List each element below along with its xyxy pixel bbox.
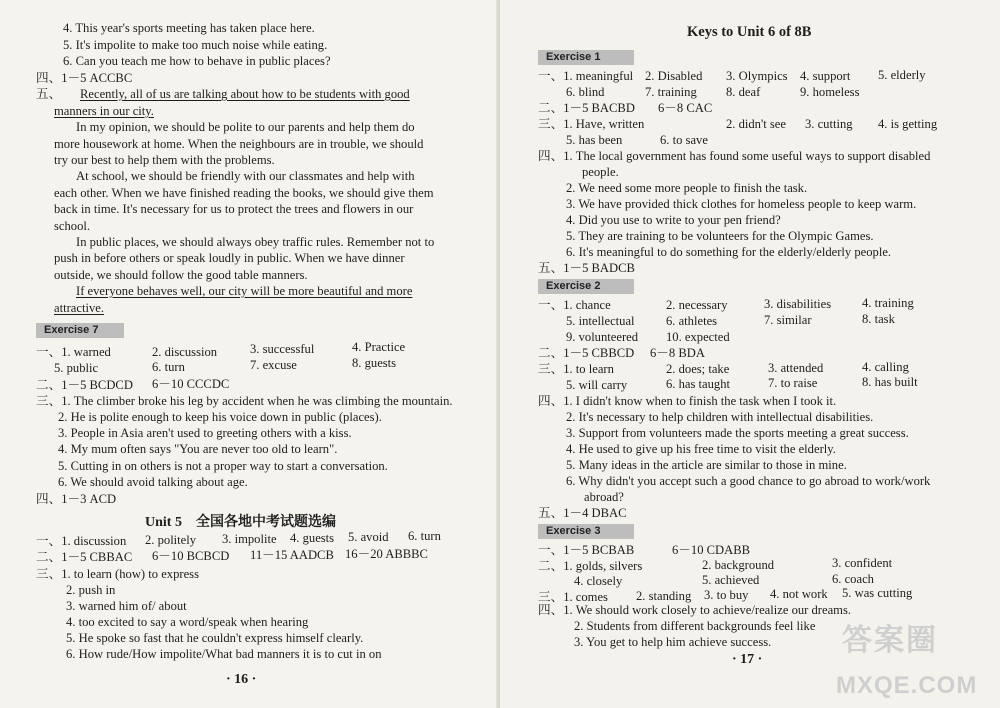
answer-cell: 三、1. comes: [538, 590, 608, 604]
answer-line: 4. Did you use to write to your pen friend?: [566, 213, 781, 227]
answer-cell: 6. turn: [152, 360, 185, 374]
keys-title: Keys to Unit 6 of 8B: [687, 24, 812, 40]
answer-cell: 5. public: [54, 361, 99, 375]
answer-line: 3. People in Asia aren't used to greeting others with a kiss.: [58, 426, 352, 440]
answer-line: 5. It's impolite to make too much noise while eating.: [63, 38, 328, 52]
answer-cell: 9. volunteered: [566, 330, 639, 344]
answer-cell: 2. politely: [145, 533, 197, 547]
answer-cell: 二、1－5 CBBCD: [538, 346, 635, 360]
unit-5-title: Unit 5 全国各地中考试题选编: [145, 515, 336, 530]
answer-cell: 9. homeless: [800, 85, 860, 99]
exercise-1-header: Exercise 1: [538, 50, 634, 65]
essay-line: If everyone behaves well, our city will be more beautiful and more: [76, 284, 413, 298]
answer-cell: 8. guests: [352, 356, 397, 370]
exercise-2-header: Exercise 2: [538, 279, 634, 294]
watermark-url: MXQE.COM: [836, 672, 978, 699]
answer-cell: 3. cutting: [805, 117, 853, 131]
exercise-3-header: Exercise 3: [538, 524, 634, 539]
answer-cell: 6－8 BDA: [650, 346, 705, 360]
answer-cell: 3. attended: [768, 361, 824, 375]
answer-line: 5. They are training to be volunteers for the Olympic Games.: [566, 229, 874, 243]
right-page: [500, 0, 1000, 708]
essay-line: try our best to help them with the problems.: [54, 153, 275, 167]
answer-cell: 4. Practice: [352, 340, 406, 354]
answer-line: 2. Students from different backgrounds feel like: [574, 619, 816, 633]
answer-line: 五、1－5 BADCB: [538, 261, 635, 275]
answer-cell: 6－10 CCCDC: [152, 377, 230, 391]
answer-cell: 4. training: [862, 296, 914, 310]
answer-cell: 一、1－5 BCBAB: [538, 543, 635, 557]
answer-cell: 2. does; take: [666, 362, 730, 376]
answer-cell: 三、1. Have, written: [538, 117, 645, 131]
answer-line: 4. My mum often says "You are never too old to learn".: [58, 442, 338, 456]
answer-line: 5. He spoke so fast that he couldn't express himself clearly.: [66, 631, 364, 645]
answer-cell: 6. athletes: [666, 314, 718, 328]
answer-line: 四、1. I didn't know when to finish the task when I took it.: [538, 394, 837, 408]
page-number: · 16 ·: [226, 672, 257, 687]
answer-line: 3. Support from volunteers made the sports meeting a great success.: [566, 426, 909, 440]
answer-cell: 6. to save: [660, 133, 708, 147]
answer-cell: 2. Disabled: [645, 69, 703, 83]
answer-cell: 二、1－5 BCDCD: [36, 378, 133, 392]
answer-line: 2. He is polite enough to keep his voice down in public (places).: [58, 410, 382, 424]
answer-line: 2. We need some more people to finish the task.: [566, 181, 808, 195]
answer-cell: 11－15 AADCB: [250, 548, 334, 562]
answer-cell: 一、1. chance: [538, 298, 611, 312]
essay-line: push in before others or speak loudly in public. When we have dinner: [54, 251, 405, 265]
answer-line: 6. Can you teach me how to behave in public places?: [63, 54, 331, 68]
watermark-logo: [830, 615, 980, 700]
essay-line: outside, we should follow the good table manners.: [54, 268, 308, 282]
answer-line: 3. We have provided thick clothes for homeless people to keep warm.: [566, 197, 917, 211]
page-number: · 17 ·: [732, 652, 763, 667]
answer-cell: 一、1. meaningful: [538, 69, 634, 83]
answer-cell: 一、1. discussion: [36, 534, 127, 548]
answer-line: 三、1. The climber broke his leg by accident when he was climbing the mountain.: [36, 394, 453, 408]
answer-line: 三、1. to learn (how) to express: [36, 567, 199, 581]
essay-line: attractive.: [54, 301, 104, 315]
answer-cell: 5. intellectual: [566, 314, 635, 328]
answer-cell: 3. impolite: [222, 532, 277, 546]
answer-cell: 3. to buy: [704, 588, 749, 602]
answer-line: abroad?: [584, 490, 624, 504]
answer-cell: 一、1. warned: [36, 345, 111, 359]
essay-line: back in time. It's necessary for us to protect the trees and flowers in our: [54, 202, 414, 216]
answer-cell: 4. guests: [290, 531, 335, 545]
answer-line: 6. Why didn't you accept such a good chance to go abroad to work/work: [566, 474, 931, 488]
answer-cell: 4. not work: [770, 587, 828, 601]
answer-line: 3. warned him of/ about: [66, 599, 187, 613]
answer-cell: 5. was cutting: [842, 586, 913, 600]
essay-line: more housework at home. When the neighbours are in trouble, we should: [54, 137, 424, 151]
answer-line: 四、1－5 ACCBC: [36, 71, 133, 85]
answer-line: 3. You get to help him achieve success.: [574, 635, 772, 649]
answer-line: 五、1－4 DBAC: [538, 506, 627, 520]
answer-line: 4. He used to give up his free time to visit the elderly.: [566, 442, 836, 456]
answer-line: 四、1. We should work closely to achieve/realize our dreams.: [538, 603, 852, 617]
answer-cell: 5. has been: [566, 133, 623, 147]
answer-cell: 二、1－5 BACBD: [538, 101, 635, 115]
essay-line: In my opinion, we should be polite to our parents and help them do: [76, 120, 415, 134]
answer-cell: 3. successful: [250, 342, 315, 356]
answer-cell: 二、1. golds, silvers: [538, 559, 643, 573]
exercise-7-header: Exercise 7: [36, 323, 124, 338]
answer-cell: 6. blind: [566, 85, 605, 99]
answer-cell: 3. Olympics: [726, 69, 788, 83]
answer-cell: 3. confident: [832, 556, 893, 570]
answer-cell: 6－10 BCBCD: [152, 549, 230, 563]
answer-cell: 三、1. to learn: [538, 362, 614, 376]
answer-cell: 4. closely: [574, 574, 623, 588]
essay-line: In public places, we should always obey traffic rules. Remember not to: [76, 235, 435, 249]
answer-cell: 6. turn: [408, 529, 441, 543]
essay-line: each other. When we have finished reading the books, we should give them: [54, 186, 434, 200]
answer-cell: 16－20 ABBBC: [345, 547, 428, 561]
answer-line: 6. We should avoid talking about age.: [58, 475, 248, 489]
answer-cell: 8. task: [862, 312, 895, 326]
answer-cell: 10. expected: [666, 330, 730, 344]
answer-cell: 2. discussion: [152, 345, 218, 359]
answer-line: 4. This year's sports meeting has taken place here.: [63, 21, 315, 35]
answer-cell: 2. background: [702, 558, 775, 572]
answer-cell: 8. deaf: [726, 85, 761, 99]
answer-line: 四、1. The local government has found some useful ways to support disabled: [538, 149, 931, 163]
answer-cell: 6－10 CDABB: [672, 543, 751, 557]
answer-cell: 5. avoid: [348, 530, 389, 544]
answer-line: 6. It's meaningful to do something for the elderly/elderly people.: [566, 245, 892, 259]
answer-line: 6. How rude/How impolite/What bad manners it is to cut in on: [66, 647, 382, 661]
answer-cell: 5. elderly: [878, 68, 926, 82]
answer-cell: 6. has taught: [666, 377, 731, 391]
answer-cell: 2. necessary: [666, 298, 728, 312]
answer-cell: 7. training: [645, 85, 697, 99]
answer-line: 5. Cutting in on others is not a proper way to start a conversation.: [58, 459, 388, 473]
answer-line: people.: [582, 165, 619, 179]
answer-cell: 4. is getting: [878, 117, 938, 131]
answer-cell: 7. to raise: [768, 376, 818, 390]
essay-line: Recently, all of us are talking about how to be students with good: [80, 87, 410, 101]
answer-cell: 4. support: [800, 69, 851, 83]
essay-line: manners in our city.: [54, 104, 154, 118]
essay-line: At school, we should be friendly with our classmates and help with: [76, 169, 415, 183]
answer-line: 四、1－3 ACD: [36, 492, 117, 506]
answer-line: 5. Many ideas in the article are similar to those in mine.: [566, 458, 847, 472]
answer-cell: 4. calling: [862, 360, 909, 374]
answer-cell: 5. will carry: [566, 378, 628, 392]
essay-line: school.: [54, 219, 91, 233]
answer-line: 4. too excited to say a word/speak when hearing: [66, 615, 309, 629]
watermark-text: 答案圈: [842, 624, 938, 657]
answer-cell: 2. didn't see: [726, 117, 786, 131]
answer-cell: 3. disabilities: [764, 297, 832, 311]
answer-cell: 6. coach: [832, 572, 874, 586]
answer-line: 2. push in: [66, 583, 116, 597]
answer-cell: 7. excuse: [250, 358, 297, 372]
answer-cell: 2. standing: [636, 589, 692, 603]
answer-cell: 8. has built: [862, 375, 918, 389]
answer-cell: 二、1－5 CBBAC: [36, 550, 133, 564]
answer-cell: 7. similar: [764, 313, 812, 327]
essay-label: 五、: [36, 87, 62, 101]
answer-line: 2. It's necessary to help children with intellectual disabilities.: [566, 410, 874, 424]
answer-cell: 6－8 CAC: [658, 101, 713, 115]
answer-cell: 5. achieved: [702, 573, 760, 587]
